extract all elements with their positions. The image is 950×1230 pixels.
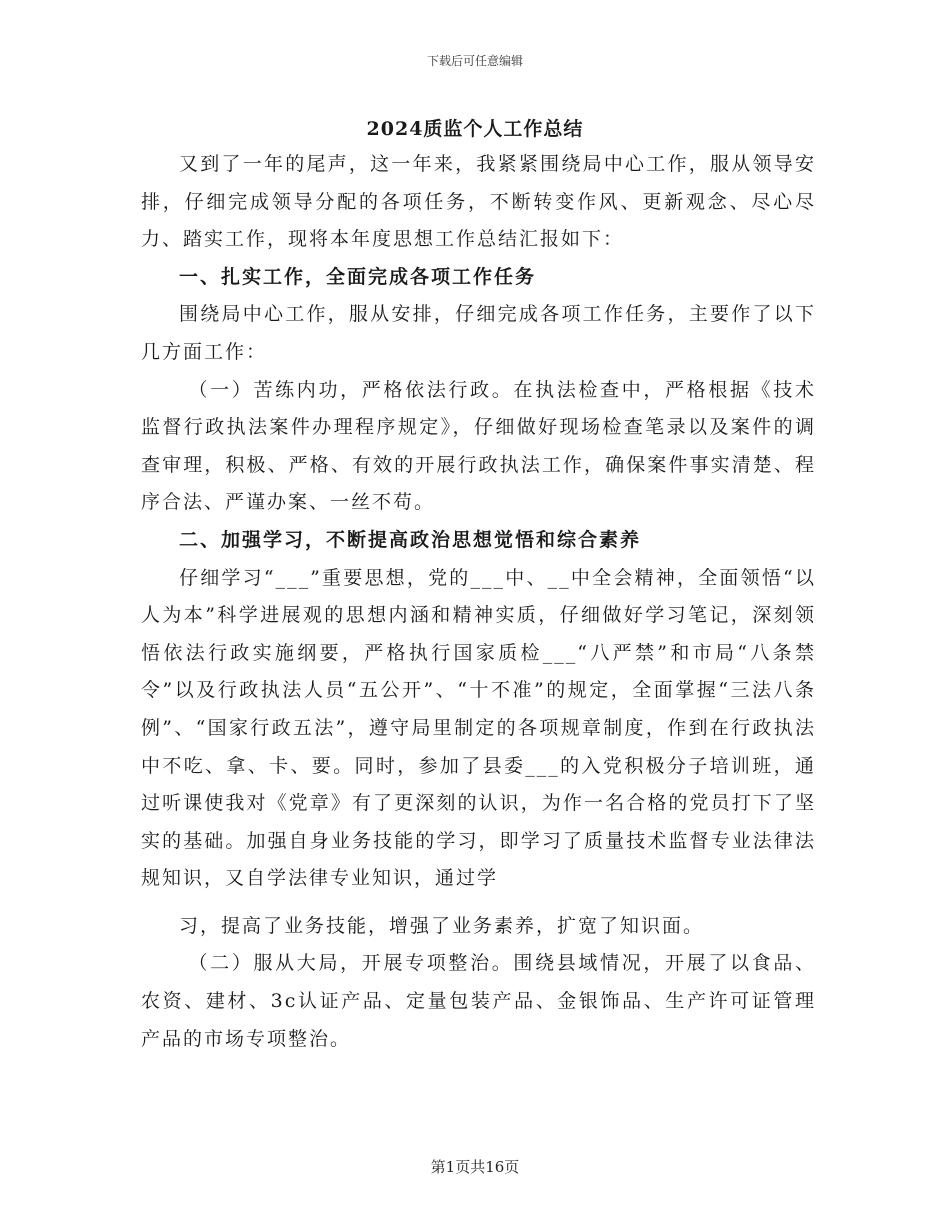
section-2-heading: 二、加强学习，不断提高政治思想觉悟和综合素养 <box>179 528 642 551</box>
section-1-paragraph-1: 围绕局中心工作，服从安排，仔细完成各项工作任务，主要作了以下几方面工作： <box>141 303 816 363</box>
page-number-footer: 第1页共16页 <box>430 1158 520 1176</box>
section-2-paragraph-1: 仔细学习“___”重要思想，党的___中、__中全会精神，全面领悟“以人为本”科学进展观的思想内涵和精神实质，仔细做好学习笔记，深刻领悟依法行政实施纲要，严格执行国家质检___“八严禁”和市局“八条禁令”以及行政执法人员“五公开”、“十不准”的规定，全面掌握“三法八条例”、“国家行政五法”，遵守局里制定的各项规章制度，作到在行政执法中不吃、拿、卡、要。同时，参加了县委___的入党积极分子培训班，通过听课使我对《党章》有了更深刻的认识，为作一名合格的党员打下了坚实的基础。加强自身业务技能的学习，即学习了质量技术监督专业法律法规知识，又自学法律专业知识，通过学 <box>141 566 816 890</box>
document-body <box>141 146 816 1058</box>
document-title: 2024质监个人工作总结 <box>366 118 584 140</box>
section-1-paragraph-2: （一）苦练内功，严格依法行政。在执法检查中，严格根据《技术监督行政执法案件办理程序规定》，仔细做好现场检查笔录以及案件的调查审理，积极、严格、有效的开展行政执法工作，确保案件事实清楚、程序合法、严谨办案、一丝不苟。 <box>141 378 816 514</box>
intro-paragraph: 又到了一年的尾声，这一年来，我紧紧围绕局中心工作，服从领导安排，仔细完成领导分配的各项任务，不断转变作风、更新观念、尽心尽力、踏实工作，现将本年度思想工作总结汇报如下： <box>141 153 816 251</box>
page-header-note: 下载后可任意编辑 <box>426 54 523 68</box>
paragraph-gap <box>141 898 816 908</box>
section-2-paragraph-2: 习，提高了业务技能，增强了业务素养，扩宽了知识面。 <box>179 914 705 937</box>
section-2-paragraph-3: （二）服从大局，开展专项整治。围绕县域情况，开展了以食品、农资、建材、3c认证产品、定量包装产品、金银饰品、生产许可证管理产品的市场专项整治。 <box>141 952 816 1050</box>
section-1-heading: 一、扎实工作，全面完成各项工作任务 <box>179 265 537 288</box>
